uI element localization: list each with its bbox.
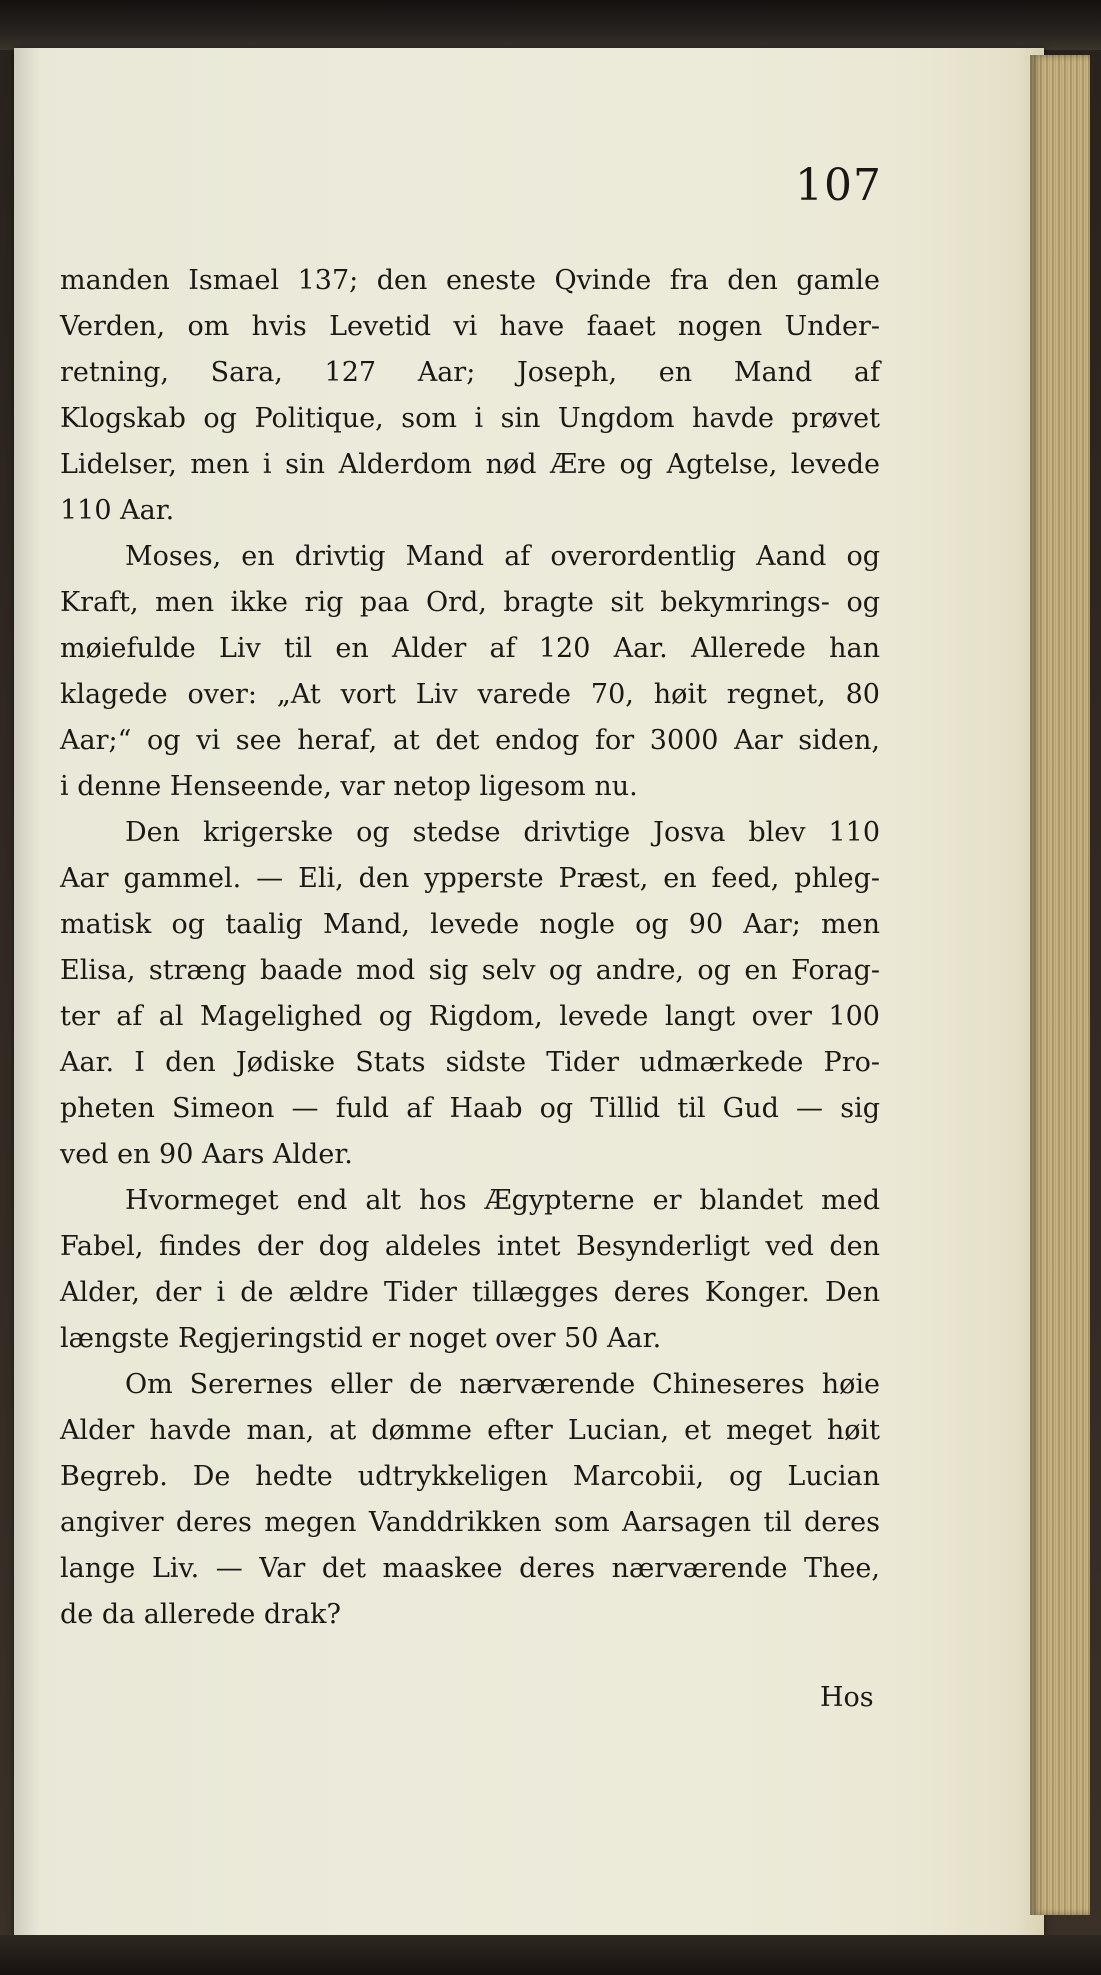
text-line: pheten Simeon — fuld af Haab og Tillid til Gud — sig [60, 1093, 880, 1124]
text-line: Aar. I den Jødiske Stats sidste Tider udmærkede Pro- [60, 1047, 880, 1078]
text-line: Klogskab og Politique, som i sin Ungdom havde prøvet [60, 403, 880, 434]
text-line: Fabel, findes der dog aldeles intet Besynderligt ved den [60, 1231, 880, 1262]
text-line: møiefulde Liv til en Alder af 120 Aar. Allerede han [60, 633, 880, 664]
text-line: de da allerede drak? [60, 1599, 342, 1630]
text-line: Alder, der i de ældre Tider tillægges deres Konger. Den [60, 1277, 880, 1308]
text-line: Lidelser, men i sin Alderdom nød Ære og Agtelse, levede [60, 449, 880, 480]
text-line: Hvormeget end alt hos Ægypterne er blandet med [125, 1185, 880, 1216]
text-line: 110 Aar. [60, 495, 175, 526]
text-line: angiver deres megen Vanddrikken som Aarsagen til deres [60, 1507, 880, 1538]
catchword: Hos [820, 1682, 874, 1713]
page-number: 107 [795, 160, 882, 211]
text-line: Om Serernes eller de nærværende Chineseres høie [125, 1369, 880, 1400]
text-line: Elisa, stræng baade mod sig selv og andre, og en Forag- [60, 955, 880, 986]
text-line: Begreb. De hedte udtrykkeligen Marcobii, og Lucian [60, 1461, 880, 1492]
text-line: ter af al Magelighed og Rigdom, levede langt over 100 [60, 1001, 880, 1032]
text-line: Den krigerske og stedse drivtige Josva blev 110 [125, 817, 880, 848]
text-line: længste Regjeringstid er noget over 50 Aar. [60, 1323, 662, 1354]
text-line: klagede over: „At vort Liv varede 70, høit regnet, 80 [60, 679, 880, 710]
scan-bottom-edge [0, 1935, 1101, 1975]
text-line: lange Liv. — Var det maaskee deres nærværende Thee, [60, 1553, 880, 1584]
text-line: manden Ismael 137; den eneste Qvinde fra den gamle [60, 265, 880, 296]
text-line: Moses, en drivtig Mand af overordentlig Aand og [125, 541, 880, 572]
gutter-shadow [14, 48, 40, 1936]
text-line: retning, Sara, 127 Aar; Joseph, en Mand af [60, 357, 880, 388]
text-line: Aar gammel. — Eli, den ypperste Præst, en feed, phleg- [60, 863, 880, 894]
scan-top-edge [0, 0, 1101, 50]
page-fore-edge [1030, 55, 1090, 1915]
text-line: ved en 90 Aars Alder. [60, 1139, 353, 1170]
text-line: i denne Henseende, var netop ligesom nu. [60, 771, 638, 802]
text-line: Alder havde man, at dømme efter Lucian, et meget høit [60, 1415, 880, 1446]
text-line: Aar;“ og vi see heraf, at det endog for 3000 Aar siden, [60, 725, 880, 756]
text-line: Verden, om hvis Levetid vi have faaet nogen Under- [60, 311, 880, 342]
text-line: Kraft, men ikke rig paa Ord, bragte sit bekymrings- og [60, 587, 880, 618]
body-text [60, 258, 880, 1638]
text-line: matisk og taalig Mand, levede nogle og 90 Aar; men [60, 909, 880, 940]
